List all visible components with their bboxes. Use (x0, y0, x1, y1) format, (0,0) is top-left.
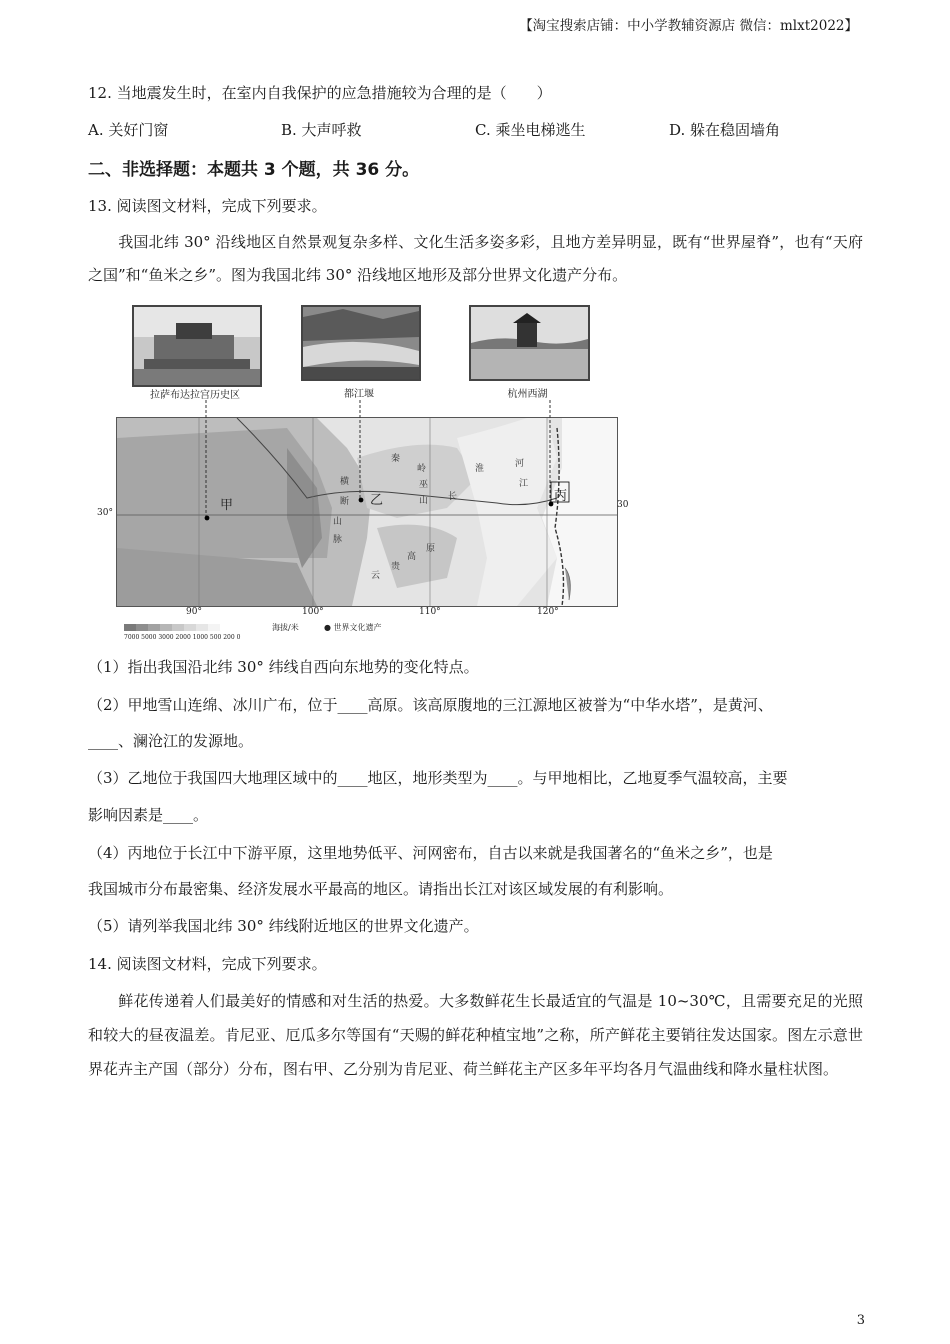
legend-values: 7000 5000 3000 2000 1000 500 200 0 (124, 634, 241, 641)
q13-sub3-line1: （3）乙地位于我国四大地理区域中的____地区，地形类型为____。与甲地相比，乙地夏季气温较高，主要 (88, 769, 788, 787)
map-label-hengduan-4: 脉 (333, 535, 343, 545)
q12-option-d: D. 躲在稳固墙角 (669, 121, 781, 139)
map-label-wushan-2: 山 (419, 496, 429, 506)
map-label-yungui-2: 贵 (391, 562, 401, 572)
q14-title: 14. 阅读图文材料，完成下列要求。 (88, 955, 327, 973)
q13-sub2-line2: ____、澜沧江的发源地。 (88, 732, 254, 750)
header-note: 【淘宝搜索店铺：中小学教辅资源店 微信：mlxt2022】 (519, 18, 858, 34)
map-label-huaihe-1: 淮 (475, 464, 485, 474)
section2-title: 二、非选择题：本题共 3 个题，共 36 分。 (88, 160, 420, 180)
lat-label-left: 30° (97, 508, 113, 518)
lat-label-right: 30 (617, 500, 629, 510)
map-label-yungui-4: 原 (426, 544, 436, 554)
photo-caption-west-lake: 杭州西湖 (507, 389, 548, 400)
q13-sub4-line2: 我国城市分布最密集、经济发展水平最高的地区。请指出长江对该区域发展的有利影响。 (88, 880, 674, 898)
legend-unit: 海拔/米 (272, 623, 299, 632)
q12-option-b: B. 大声呼救 (281, 121, 362, 139)
q13-sub3-line2: 影响因素是____。 (88, 806, 209, 824)
lon-label-90: 90° (186, 607, 202, 617)
map-label-hengduan-3: 山 (333, 517, 343, 527)
map-label-hengduan-1: 横 (340, 477, 350, 487)
map-label-hengduan-2: 断 (340, 497, 350, 507)
q14-material-text: 鲜花传递着人们最美好的情感和对生活的热爱。大多数鲜花生长最适宜的气温是 10~30℃，且需要充足的光照和较大的昼夜温差。肯尼亚、厄瓜多尔等国有“天赐的鲜花种植宝地”之称，所产鲜花主要销往发达国家。图左示意世界花卉主产国（部分）分布，图右甲、乙分别为肯尼亚、荷兰鲜花主产区多年平均各月气温曲线和降水量柱状图。 (88, 992, 863, 1078)
map-label-yungui-3: 高 (407, 552, 417, 562)
q13-title: 13. 阅读图文材料，完成下列要求。 (88, 197, 327, 215)
map-label-huaihe-2: 河 (515, 459, 525, 469)
elevation-legend (124, 624, 220, 631)
map-label-yungui-1: 云 (371, 571, 381, 581)
map-label-jia: 甲 (220, 498, 234, 513)
legend-symbol: ● 世界文化遗产 (324, 623, 382, 632)
q13-sub4-line1: （4）丙地位于长江中下游平原，这里地势低平、河网密布，自古以来就是我国著名的“鱼米之乡”，也是 (88, 844, 773, 862)
q12-option-a: A. 关好门窗 (88, 121, 169, 139)
q13-sub5: （5）请列举我国北纬 30° 纬线附近地区的世界文化遗产。 (88, 917, 479, 935)
lon-label-120: 120° (537, 607, 559, 617)
page-number: 3 (856, 1313, 865, 1328)
q12-stem: 12. 当地震发生时，在室内自我保护的应急措施较为合理的是（ ） (88, 84, 552, 102)
map-label-wushan-1: 巫 (419, 480, 429, 490)
map-label-bing: 丙 (554, 489, 568, 504)
photo-caption-potala: 拉萨布达拉宫历史区 (150, 390, 240, 401)
q13-sub1: （1）指出我国沿北纬 30° 纬线自西向东地势的变化特点。 (88, 658, 479, 676)
map-label-qinling-2: 岭 (417, 464, 427, 474)
q14-material (88, 984, 863, 1086)
map-label-qinling-1: 秦 (391, 454, 401, 464)
photo-pointers (0, 0, 950, 520)
map-label-changjiang-1: 长 (448, 492, 458, 502)
q13-material-text: 我国北纬 30° 沿线地区自然景观复杂多样、文化生活多姿多彩，且地方差异明显，既有“世界屋脊”，也有“天府之国”和“鱼米之乡”。图为我国北纬 30° 沿线地区地形及部分世界文化遗产分布。 (88, 233, 863, 284)
map-label-changjiang-2: 江 (519, 479, 529, 489)
map-label-yi: 乙 (370, 493, 384, 508)
q13-sub2-line1: （2）甲地雪山连绵、冰川广布，位于____高原。该高原腹地的三江源地区被誉为“中华水塔”，是黄河、 (88, 696, 773, 714)
q12-option-c: C. 乘坐电梯逃生 (475, 121, 586, 139)
photo-caption-dujiangyan: 都江堰 (344, 389, 374, 400)
lon-label-100: 100° (302, 607, 324, 617)
lon-label-110: 110° (419, 607, 441, 617)
